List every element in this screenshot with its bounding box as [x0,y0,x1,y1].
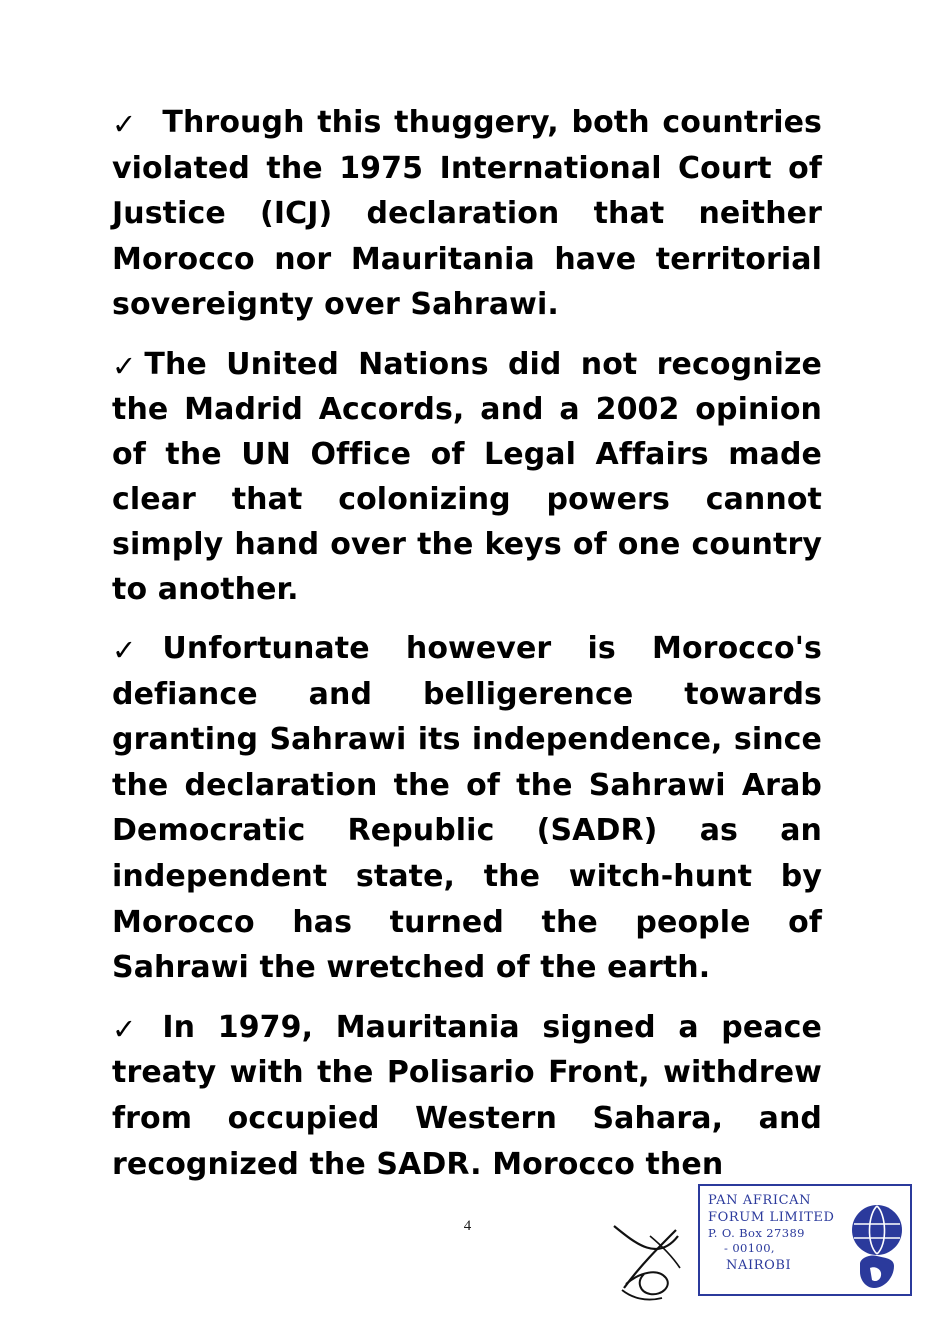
paragraph-text: The United Nations did not recognize the Madrid Accords, and a 2002 opinion of the UN Office of Legal Affairs made clear that colonizing powers cannot simply hand over the keys of one country to another. [112,346,822,607]
stamp-area [600,1178,920,1308]
bullet-paragraph [112,100,822,328]
bullet-paragraph [112,342,822,612]
stamp-line: - 00100, [724,1241,775,1256]
globe-logo-icon [848,1200,906,1292]
check-mark-icon: ✓ [112,107,137,141]
paragraph-text: Through this thuggery, both countries violated the 1975 International Court of Justice (ICJ) declaration that neither Morocco nor Mauritania have territorial sovereignty over Sahrawi. [112,105,822,323]
check-mark-icon: ✓ [112,632,137,667]
bullet-paragraph [112,1005,822,1187]
paragraph-text: Unfortunate however is Morocco's defiance and belligerence towards granting Sahrawi its independence, since the declaration the of the Sahrawi Arab Democratic Republic (SADR) as an independent state, the witch-hunt by Morocco has turned the people of Sahrawi the wretched of the earth. [112,630,822,986]
check-mark-icon: ✓ [112,1011,137,1046]
stamp-line: FORUM LIMITED [708,1210,835,1226]
bullet-paragraph [112,626,822,991]
check-mark-icon: ✓ [112,348,137,383]
stamp-line: PAN AFRICAN [708,1193,812,1208]
document-body [112,100,822,1201]
page-number: 4 [463,1218,472,1234]
stamp-line: P. O. Box 27389 [708,1226,805,1241]
stamp-line: NAIROBI [726,1257,792,1273]
stamp-text [708,1192,838,1274]
paragraph-text: In 1979, Mauritania signed a peace treaty with the Polisario Front, withdrew from occupied Western Sahara, and recognized the SADR. Morocco then [112,1009,822,1182]
stamp-border [698,1184,912,1296]
